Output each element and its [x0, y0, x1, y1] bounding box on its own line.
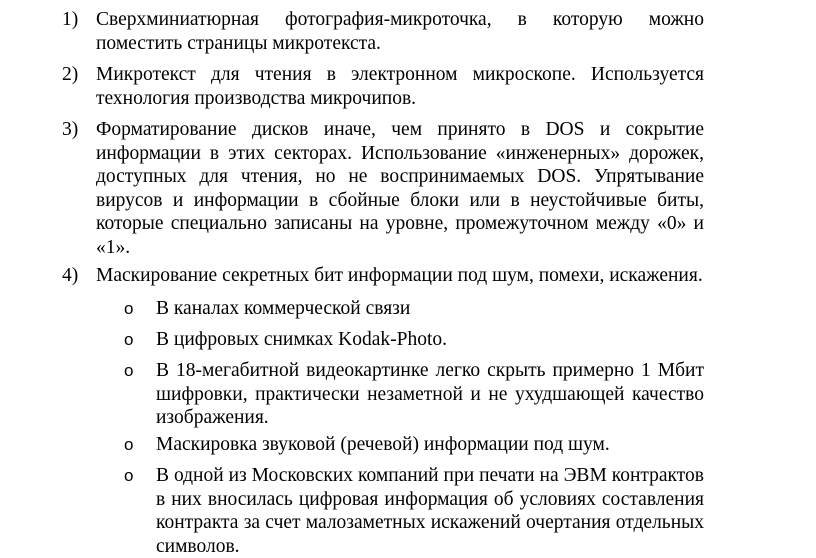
bullet-icon: o — [124, 299, 134, 318]
list-number: 4) — [62, 265, 79, 286]
list-number: 3) — [62, 119, 79, 140]
list-item-text: Форматирование дисков иначе, чем принято в DOS и сокрытие информации в этих секторах. Использование «инженерных» дорожек, доступных для чтения, но не воспринимаемых DOS. Упрятывание вирусов и информации в сбойные блоки или в неустойчивые биты, которые специально записаны на уровне, промежуточном между «0» и «1». — [96, 119, 704, 258]
sub-list-item-3 — [124, 359, 704, 430]
list-item-text: Сверхминиатюрная фотография-микроточка, в которую можно поместить страницы микротекста. — [96, 9, 704, 54]
list-item-4 — [62, 264, 704, 288]
sub-list-item-text: В 18-мегабитной видеокартинке легко скрыть примерно 1 Мбит шифровки, практически незаметной и не ухудшающей качество изображения. — [156, 360, 704, 429]
sub-list-item-text: Маскировка звуковой (речевой) информации под шум. — [156, 434, 610, 455]
bullet-icon: o — [124, 466, 134, 485]
list-item-2 — [62, 63, 704, 110]
sub-list-item-4 — [124, 433, 704, 457]
sub-list-item-2 — [124, 328, 704, 352]
list-number: 1) — [62, 9, 79, 30]
list-item-text: Маскирование секретных бит информации под шум, помехи, искажения. — [96, 265, 703, 286]
list-item-1 — [62, 8, 704, 55]
sub-list-item-1 — [124, 297, 704, 321]
sub-list-item-text: В одной из Московских компаний при печати на ЭВМ контрактов в них вносилась цифровая информация об условиях составления контракта за счет малозаметных искажений очертания отдельных символов. — [156, 465, 704, 557]
bullet-icon: o — [124, 330, 134, 349]
sub-list-item-text: В каналах коммерческой связи — [156, 298, 411, 319]
bullet-icon: o — [124, 435, 134, 454]
sub-list-item-5 — [124, 464, 704, 558]
list-item-3 — [62, 118, 704, 260]
list-number: 2) — [62, 64, 79, 85]
bullet-icon: o — [124, 361, 134, 380]
list-item-text: Микротекст для чтения в электронном микроскопе. Используется технология производства микрочипов. — [96, 64, 704, 109]
sub-list-item-text: В цифровых снимках Kodak-Photo. — [156, 329, 448, 350]
